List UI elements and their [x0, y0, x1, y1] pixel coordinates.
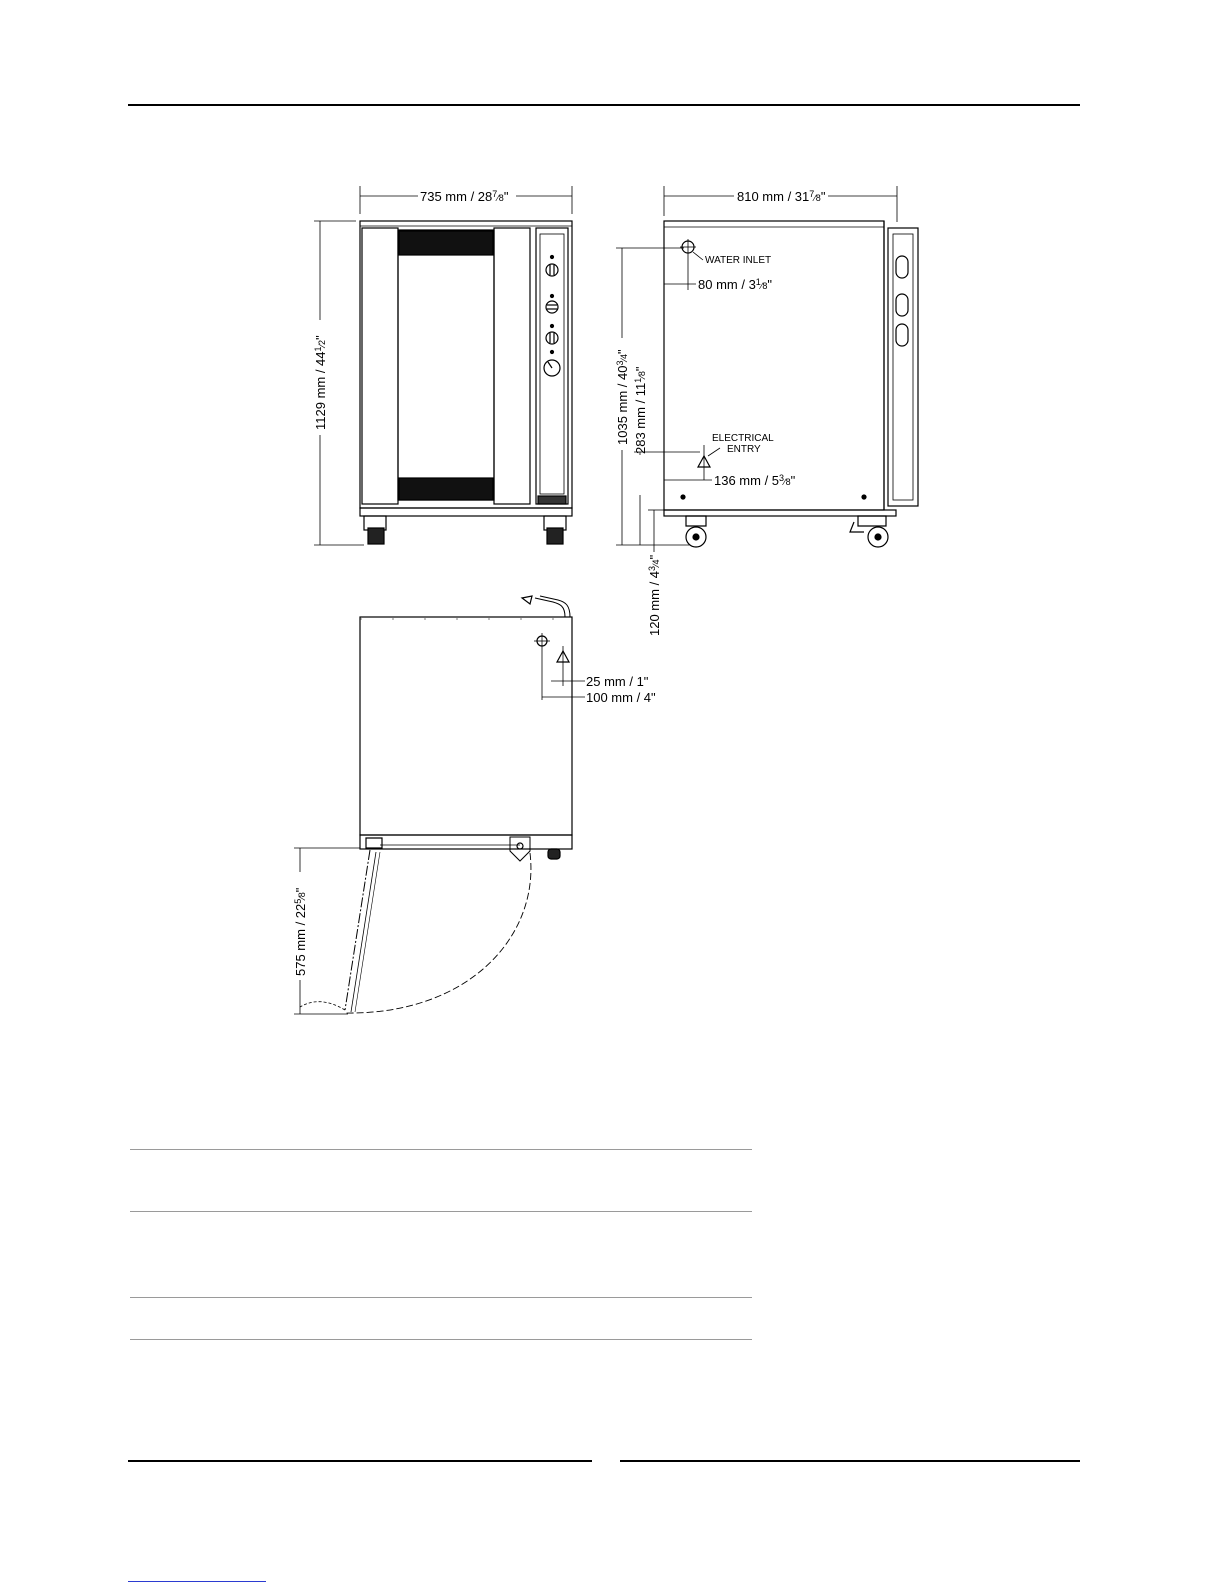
water-inlet-label: WATER INLET: [705, 255, 772, 266]
side-view: [616, 186, 918, 552]
top-view: [294, 596, 585, 1014]
door-swing-label: 575 mm / $22^5_⁄8$": [293, 887, 308, 976]
front-height-label: 1129 mm / $44^1_⁄2$": [313, 335, 328, 430]
water-inlet-offset-label: 80 mm / $3^1_⁄8$": [698, 277, 772, 292]
front-view: [314, 186, 572, 545]
electrical-entry-label-1: ELECTRICAL: [712, 433, 774, 444]
offset-small-label: 25 mm / 1": [586, 674, 649, 689]
front-width-label: 735 mm / $28^7_⁄8$": [420, 189, 509, 204]
offset-large-label: 100 mm / 4": [586, 690, 656, 705]
caster-height-label: 120 mm / $4^3_⁄4$": [647, 554, 662, 636]
inlet-height-label: 1035 mm / $40^3_⁄4$": [615, 349, 630, 445]
side-depth-label: 810 mm / $31^7_⁄8$": [737, 189, 826, 204]
electrical-offset-label: 136 mm / $5^3_⁄8$": [714, 473, 796, 488]
electrical-height-label: 283 mm / $11^1_⁄8$": [633, 366, 648, 454]
electrical-entry-label-2: ENTRY: [727, 444, 761, 455]
